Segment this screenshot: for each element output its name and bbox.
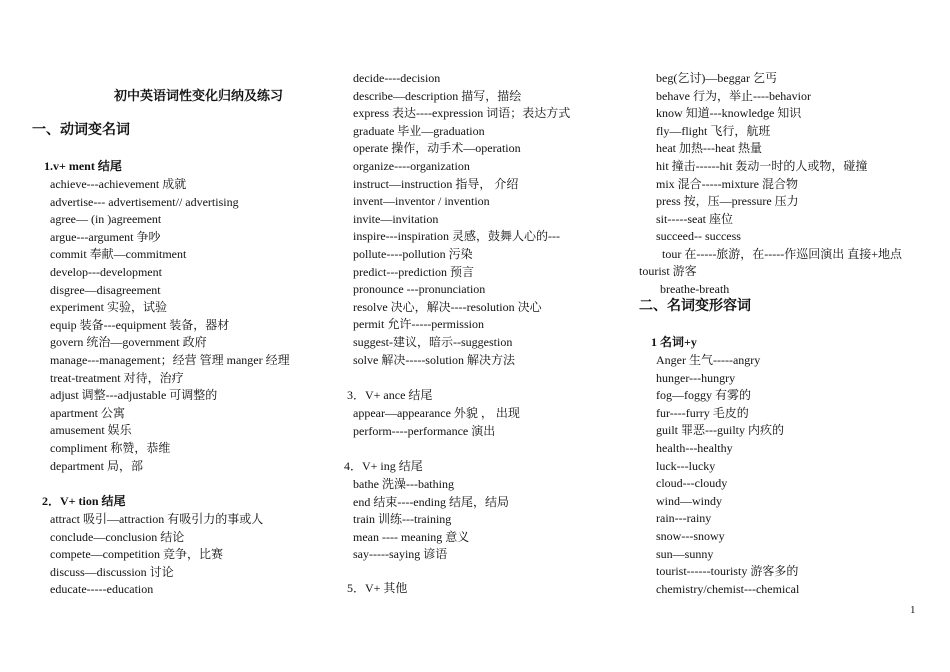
list-item: heat 加热---heat 热量 [656, 141, 762, 156]
list-item: develop---development [50, 265, 162, 279]
subheading-tion: 2．V+ tion 结尾 [42, 494, 126, 508]
list-item: chemistry/chemist---chemical [656, 581, 800, 596]
list-item: beg(乞讨)—beggar 乞丐 [656, 71, 777, 85]
list-item: pronounce ---pronunciation [353, 282, 486, 297]
list-item: commit 奉献—commitment [50, 247, 187, 262]
list-item: adjust 调整---adjustable 可调整的 [50, 388, 218, 403]
breathe-line: breathe-breath [660, 282, 730, 296]
list-item: train 训练---training [353, 512, 452, 527]
list-item: educate-----education [50, 582, 154, 597]
list-item: agree— (in )agreement [50, 212, 162, 227]
list-item: compliment 称赞，恭维 [50, 441, 171, 455]
list-item: discuss—discussion 讨论 [50, 564, 174, 579]
list-item: suggest-建议，暗示--suggestion [353, 335, 513, 349]
list-item: inspire---inspiration 灵感，鼓舞人心的--- [353, 229, 560, 244]
list-item: mean ---- meaning 意义 [353, 529, 470, 544]
section-heading-noun-to-adjective: 二、名词变形容词 [639, 299, 751, 314]
list-item: achieve---achievement 成就 [50, 177, 187, 191]
list-item: permit 允许-----permission [353, 317, 484, 332]
list-item: end 结束----ending 结尾，结局 [353, 494, 509, 509]
list-item: know 知道---knowledge 知识 [656, 106, 802, 121]
list-item: press 按，压—pressure 压力 [656, 194, 799, 209]
section-heading-verb-to-noun: 一、动词变名词 [32, 123, 130, 138]
list-item: operate 操作，动手术—operation [353, 141, 521, 156]
list-item: argue---argument 争吵 [50, 229, 161, 244]
list-item: appear—appearance 外貌 ， 出现 [353, 406, 520, 420]
subheading-noun-y: 1 名词+y [651, 335, 697, 349]
list-item: describe—description 描写，描绘 [353, 88, 522, 103]
subheading-ing: 4．V+ ing 结尾 [344, 459, 423, 473]
list-item: amusement 娱乐 [50, 423, 132, 438]
list-item: advertise--- advertisement// advertising [50, 194, 239, 209]
list-item: succeed-- success [656, 229, 741, 244]
list-item: snow---snowy [656, 529, 725, 543]
list-item: hit 撞击------hit 轰动一时的人或物，碰撞 [656, 159, 868, 173]
list-item: equip 装备---equipment 装备，器材 [50, 317, 230, 332]
list-item: tourist------touristy 游客多的 [656, 564, 799, 579]
list-item: sit-----seat 座位 [656, 211, 733, 226]
list-item: mix 混合-----mixture 混合物 [656, 176, 798, 191]
list-item: department 局，部 [50, 458, 143, 473]
page-number: 1 [910, 604, 916, 616]
list-item: organize----organization [353, 159, 470, 173]
document-title: 初中英语词性变化归纳及练习 [114, 88, 284, 103]
list-item: graduate 毕业—graduation [353, 123, 485, 138]
list-item: solve 解决-----solution 解决方法 [353, 352, 515, 367]
list-item: invent—inventor / invention [353, 194, 490, 209]
list-item: manage---management；经营 管理 manger 经理 [50, 353, 290, 367]
list-item: attract 吸引—attraction 有吸引力的事或人 [50, 512, 264, 526]
list-item: conclude—conclusion 结论 [50, 529, 185, 544]
list-item: wind—windy [656, 493, 722, 508]
list-item: resolve 决心，解决----resolution 决心 [353, 299, 542, 314]
list-item: experiment 实验，试验 [50, 300, 167, 315]
subheading-ance: 3．V+ ance 结尾 [347, 388, 433, 402]
list-item: say-----saying 谚语 [353, 547, 448, 562]
list-item: govern 统治—government 政府 [50, 335, 207, 350]
subheading-ment: 1.v+ ment 结尾 [44, 159, 122, 173]
list-item: perform----performance 演出 [353, 423, 496, 438]
list-item: instruct—instruction 指导， 介绍 [353, 176, 519, 191]
list-item: express 表达----expression 词语；表达方式 [353, 106, 571, 121]
list-item: decide----decision [353, 71, 441, 85]
list-item: Anger 生气-----angry [656, 353, 761, 367]
subheading-other: 5．V+ 其他 [347, 581, 408, 595]
list-item: fly—flight 飞行，航班 [656, 123, 771, 138]
list-item: bathe 洗澡---bathing [353, 477, 454, 491]
list-item: behave 行为，举止----behavior [656, 88, 811, 103]
list-item: cloud---cloudy [656, 476, 728, 491]
list-item: compete—competition 竞争，比赛 [50, 547, 223, 562]
list-item: treat-treatment 对待，治疗 [50, 370, 184, 385]
list-item: invite—invitation [353, 211, 439, 226]
tour-line: tour 在-----旅游，在-----作巡回演出 直接+地点 [662, 247, 903, 261]
list-item: fog—foggy 有雾的 [656, 388, 751, 403]
list-item: luck---lucky [656, 458, 716, 473]
list-item: apartment 公寓 [50, 405, 125, 420]
list-item: disgree—disagreement [50, 282, 161, 297]
tourist-line: tourist 游客 [639, 264, 697, 278]
list-item: hunger---hungry [656, 370, 736, 385]
list-item: pollute----pollution 污染 [353, 247, 473, 261]
list-item: fur----furry 毛皮的 [656, 405, 749, 420]
list-item: rain---rainy [656, 511, 712, 526]
list-item: health---healthy [656, 441, 733, 455]
list-item: predict---prediction 预言 [353, 264, 474, 279]
list-item: sun—sunny [656, 546, 714, 561]
list-item: guilt 罪恶---guilty 内疚的 [656, 423, 784, 438]
